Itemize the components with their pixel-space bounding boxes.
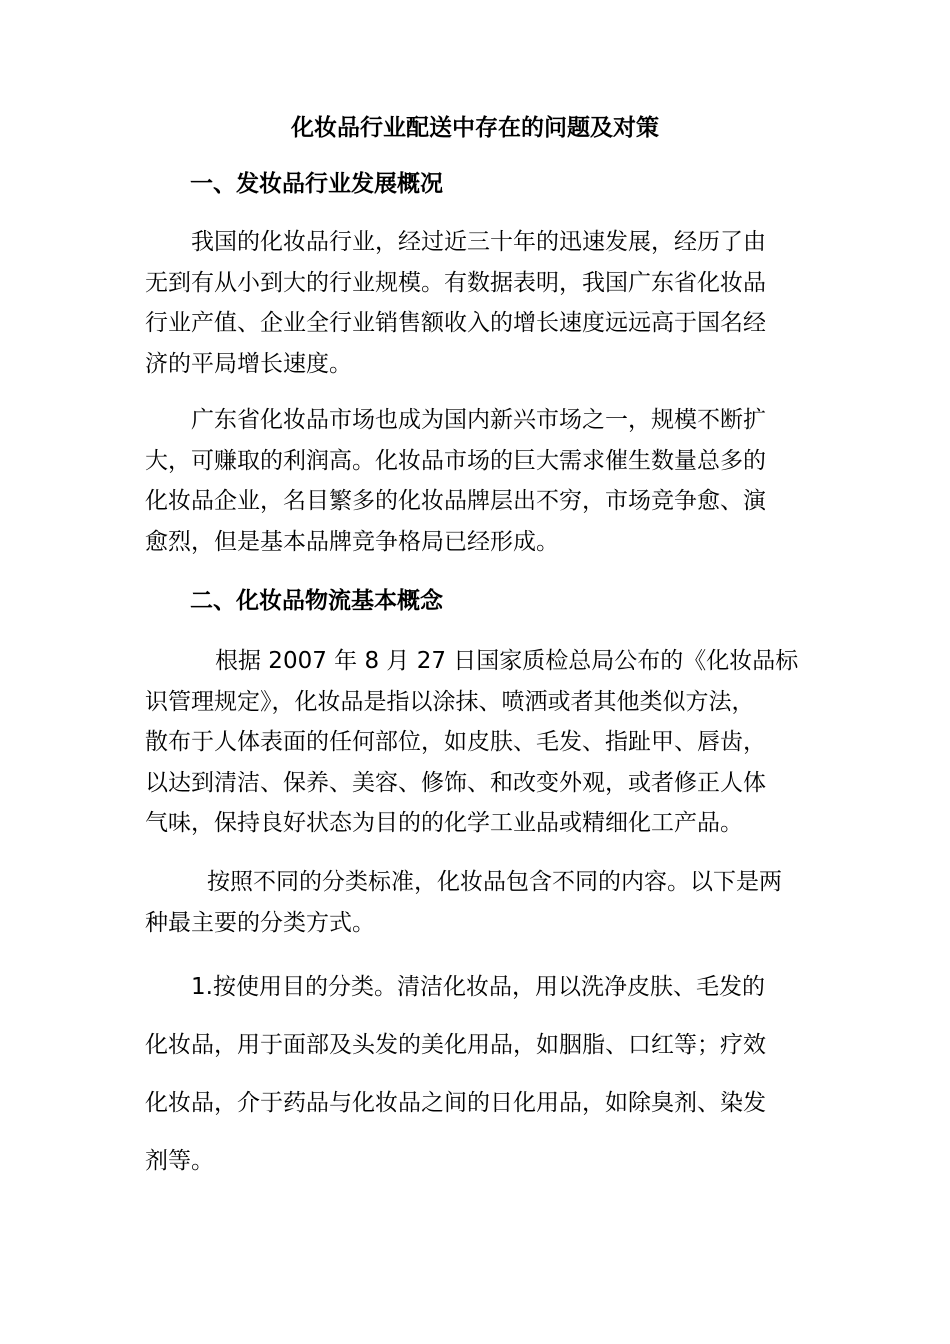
section1-paragraph-1 bbox=[145, 222, 810, 384]
paragraph-line: 大，可赚取的利润高。化妆品市场的巨大需求催生数量总多的 bbox=[145, 447, 766, 474]
paragraph-line: 化妆品，用于面部及头发的美化用品，如胭脂、口红等；疗效 bbox=[145, 1032, 766, 1058]
section2-paragraph-1 bbox=[145, 641, 810, 844]
paragraph-line: 气味，保持良好状态为目的的化学工业品或精细化工产品。 bbox=[145, 810, 743, 836]
paragraph-line: 济的平局增长速度。 bbox=[145, 350, 352, 377]
paragraph-line: 化妆品，介于药品与化妆品之间的日化用品，如除臭剂、染发 bbox=[145, 1090, 766, 1116]
paragraph-line: 以达到清洁、保养、美容、修饰、和改变外观，或者修正人体 bbox=[145, 769, 766, 796]
paragraph-line: 根据 2007 年 8 月 27 日国家质检总局公布的《化妆品标 bbox=[215, 648, 799, 674]
paragraph-line: 愈烈，但是基本品牌竞争格局已经形成。 bbox=[145, 528, 559, 555]
paragraph-line: 散布于人体表面的任何部位，如皮肤、毛发、指趾甲、唇齿， bbox=[145, 729, 766, 755]
paragraph-line: 剂等。 bbox=[145, 1148, 214, 1174]
paragraph-line: 我国的化妆品行业，经过近三十年的迅速发展，经历了由 bbox=[191, 229, 766, 255]
section2-paragraph-2 bbox=[145, 862, 810, 943]
paragraph-line: 识管理规定》，化妆品是指以涂抹、喷洒或者其他类似方法， bbox=[145, 688, 755, 715]
paragraph-line: 按照不同的分类标准，化妆品包含不同的内容。以下是两 bbox=[207, 869, 782, 895]
section1-paragraph-2 bbox=[145, 400, 810, 562]
section-heading-2: 二、化妆品物流基本概念 bbox=[190, 588, 443, 614]
paragraph-line: 广东省化妆品市场也成为国内新兴市场之一，规模不断扩 bbox=[191, 407, 766, 433]
document-title: 化妆品行业配送中存在的问题及对策 bbox=[291, 115, 659, 141]
paragraph-line: 无到有从小到大的行业规模。有数据表明，我国广东省化妆品 bbox=[145, 269, 766, 296]
section2-paragraph-3 bbox=[145, 958, 810, 1190]
section-heading-1: 一、发妆品行业发展概况 bbox=[190, 171, 443, 197]
paragraph-line: 1.按使用目的分类。清洁化妆品，用以洗净皮肤、毛发的 bbox=[191, 974, 765, 1000]
paragraph-line: 种最主要的分类方式。 bbox=[145, 909, 375, 936]
paragraph-line: 行业产值、企业全行业销售额收入的增长速度远远高于国名经 bbox=[145, 310, 766, 336]
paragraph-line: 化妆品企业，名目繁多的化妆品牌层出不穷，市场竞争愈、演 bbox=[145, 488, 766, 514]
